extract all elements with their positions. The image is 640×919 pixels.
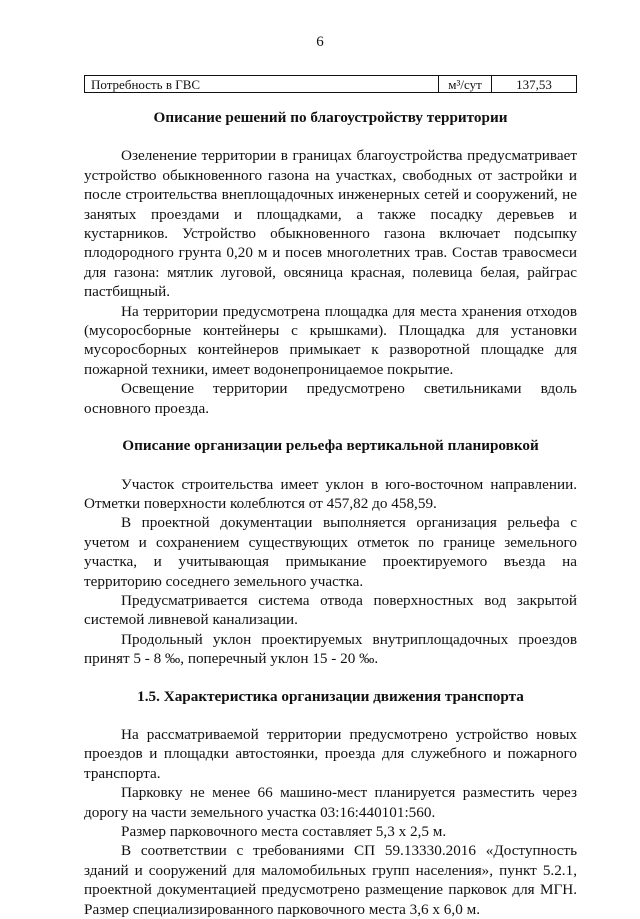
section-heading-landscaping: Описание решений по благоустройству территории bbox=[153, 109, 508, 126]
table-cell-unit: м³/сут bbox=[439, 76, 492, 93]
requirements-table bbox=[84, 75, 577, 93]
table-cell-value: 137,53 bbox=[492, 76, 577, 93]
document-body bbox=[84, 108, 577, 919]
paragraph: На рассматриваемой территории предусмотрено устройство новых проездов и площадки автостоянки, проезда для служебного и пожарного транспорта. bbox=[84, 725, 577, 782]
section-heading-relief: Описание организации рельефа вертикальной планировкой bbox=[122, 437, 539, 455]
paragraph: Парковку не менее 66 машино-мест планируется разместить через дорогу на части земельного участка 03:16:440101:560. bbox=[84, 784, 577, 821]
table-row bbox=[85, 76, 577, 93]
paragraph: Озеленение территории в границах благоустройства предусматривает устройство обыкновенного газона на участках, свободных от застройки и после строительства внеплощадочных инженерных сетей и сооружений, не занятых проездами и площадками, а также посадку деревьев и кустарников. Устройство обыкновенного газона включает подсыпку плодородного грунта 0,20 м и посев многолетних трав. Состав травосмеси для газона: мятлик луговой, овсяница красная, полевица белая, райграс пастбищный. bbox=[84, 147, 577, 301]
paragraph: Размер парковочного места составляет 5,3 х 2,5 м. bbox=[121, 823, 447, 840]
paragraph: В соответствии с требованиями СП 59.13330.2016 «Доступность зданий и сооружений для маломобильных групп населения», пункт 5.2.1, проектной документацией предусмотрено размещение парковок для МГН. Размер специализированного парковочного места 3,6 х 6,0 м. bbox=[84, 842, 577, 918]
paragraph: Освещение территории предусмотрено светильниками вдоль основного проезда. bbox=[84, 380, 577, 417]
paragraph: В проектной документации выполняется организация рельефа с учетом и сохранением существующих отметок по границе земельного участка, и учитывающая примыкание проектируемого въезда на территорию соседнего земельного участка. bbox=[84, 514, 577, 590]
paragraph: Участок строительства имеет уклон в юго-восточном направлении. Отметки поверхности колеблются от 457,82 до 458,59. bbox=[84, 475, 577, 512]
paragraph: На территории предусмотрена площадка для места хранения отходов (мусоросборные контейнеры с крышками). Площадка для установки мусоросборных контейнеров примыкает к разворотной площадке для пожарной техники, имеет водонепроницаемое покрытие. bbox=[84, 302, 577, 378]
page-number: 6 bbox=[316, 34, 324, 50]
paragraph: Предусматривается система отвода поверхностных вод закрытой системой ливневой канализации. bbox=[84, 591, 577, 629]
section-heading-transport: 1.5. Характеристика организации движения транспорта bbox=[137, 687, 524, 705]
paragraph: Продольный уклон проектируемых внутриплощадочных проездов принят 5 - 8 ‰, поперечный уклон 15 - 20 ‰. bbox=[84, 630, 577, 668]
table-cell-label: Потребность в ГВС bbox=[85, 76, 439, 93]
